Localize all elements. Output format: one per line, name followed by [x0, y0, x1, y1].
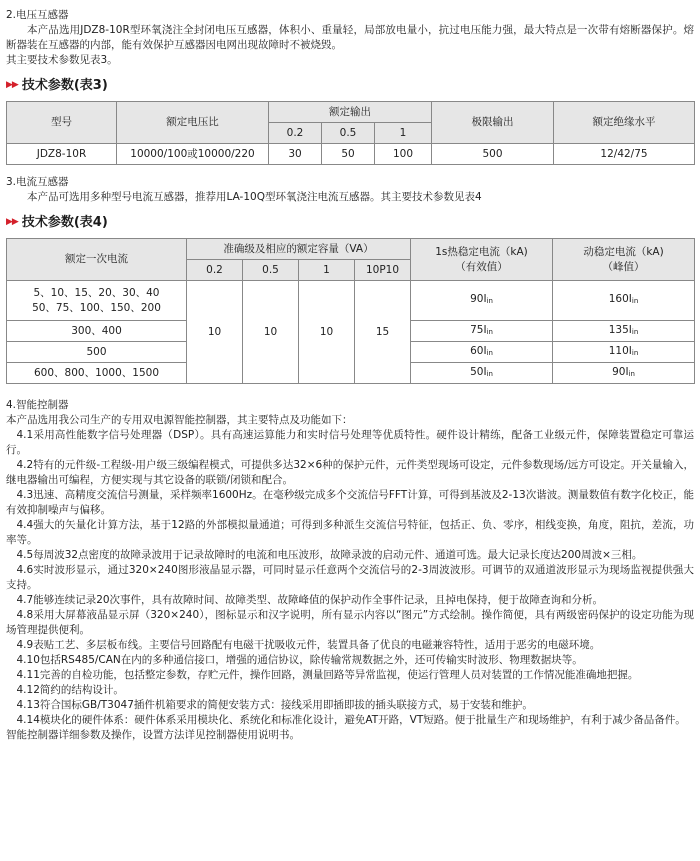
header-output-0-5: 0.5: [322, 123, 375, 144]
double-arrow-icon: ▶▶: [6, 80, 18, 90]
cell-insulation: 12/42/75: [554, 144, 695, 165]
dynamic-value: 90I: [612, 365, 629, 378]
header-output: 额定输出: [269, 102, 432, 123]
feature-item: 4.10包括RS485/CAN在内的多种通信接口，增强的通信协议，除传输常规数据之外，还可传输实时波形、物理数据块等。: [16, 654, 583, 666]
header-accuracy-1: 1: [299, 260, 355, 281]
header-model: 型号: [7, 102, 117, 144]
controller-footer-note: 智能控制器详细参数及操作，设置方法详见控制器使用说明书。: [6, 729, 300, 741]
dynamic-value: 135I: [608, 323, 632, 336]
feature-item: 4.6实时波形显示，通过320×240图形液晶显示器，可同时显示任意两个交流信号的2-3周波波形。可调节的双通道波形显示为现场监视提供强大支持。: [6, 564, 694, 591]
section-title-controller: 4.智能控制器: [6, 399, 69, 411]
thermal-value: 60I: [470, 344, 487, 357]
cell-accuracy-10p10: 15: [355, 281, 411, 384]
header-thermal-sub: （有效值）: [455, 260, 508, 273]
header-ratio: 额定电压比: [117, 102, 269, 144]
cell-primary-current: 500: [7, 342, 187, 363]
cell-thermal: [411, 363, 553, 384]
header-accuracy-0-2: 0.2: [187, 260, 243, 281]
header-dynamic-sub: （峰值）: [602, 260, 645, 273]
header-insulation: 额定绝缘水平: [554, 102, 695, 144]
table4: [6, 238, 695, 384]
feature-item: 4.2特有的元件级-工程级-用户级三级编程模式，可提供多达32×6种的保护元件，元件类型现场可设定，元件参数现场/远方可设定。开关量输入，继电器输出可编程，方便实现与其它设备的联锁/闭锁和配合。: [6, 459, 694, 486]
feature-item: 4.3迅速、高精度交流信号测量，采样频率1600Hz。在毫秒级完成多个交流信号FFT计算，可得到基波及2-13次谐波。测量数值有数字化校正，能有效抑制噪声与偏移。: [6, 489, 694, 516]
cell-accuracy-0-5: 10: [243, 281, 299, 384]
thermal-value: 50I: [470, 365, 487, 378]
subscript-in: in: [631, 327, 639, 336]
voltage-transformer-description: 本产品选用JDZ8-10R型环氧浇注全封闭电压互感器，体积小、重量轻，局部放电量小，抗过电压能力强，最大特点是一次带有熔断器保护。熔断器装在互感器的内部，能有效保护互感器因电网出现故障时不被烧毁。: [6, 24, 694, 51]
primary-current-line-1: 5、10、15、20、30、40: [33, 286, 160, 299]
subscript-in: in: [631, 348, 639, 357]
header-thermal: [411, 239, 553, 281]
dynamic-value: 110I: [608, 344, 632, 357]
cell-output-1: 100: [375, 144, 432, 165]
header-dynamic-label: 动稳定电流（kA): [583, 245, 664, 258]
header-dynamic: [553, 239, 695, 281]
subscript-in: in: [486, 348, 493, 357]
table4-heading: [6, 215, 694, 230]
current-transformer-description: 本产品可选用多种型号电流互感器，推荐用LA-10Q型环氧浇注电流互感器。其主要技术参数见表4: [27, 191, 482, 203]
cell-thermal: [411, 321, 553, 342]
table3: [6, 101, 695, 165]
feature-item: 4.14模块化的硬件体系：硬件体系采用模块化、系统化和标准化设计，避免AT开路，VT短路。便于批量生产和现场维护，有利于减少备品备件。: [16, 714, 686, 726]
table3-heading: [6, 78, 694, 93]
feature-item: 4.8采用大屏幕液晶显示屏（320×240），图标显示和汉字说明，所有显示内容以“图元”方式绘制。操作简便，具有两级密码保护的设定功能为现场管理提供便利。: [6, 609, 694, 636]
cell-thermal: [411, 342, 553, 363]
cell-dynamic: [553, 321, 695, 342]
header-accuracy-10p10: 10P10: [355, 260, 411, 281]
feature-item: 4.1采用高性能数字信号处理器（DSP）。具有高速运算能力和实时信号处理等优质特性。硬件设计精练，配备工业级元件，保障装置稳定可靠运行。: [6, 429, 694, 456]
subscript-in: in: [628, 369, 635, 378]
dynamic-value: 160I: [608, 293, 632, 305]
cell-output-0-2: 30: [269, 144, 322, 165]
subscript-in: in: [631, 297, 639, 305]
header-thermal-label: 1s热稳定电流（kA): [435, 245, 528, 258]
subscript-in: in: [486, 369, 493, 378]
controller-intro: 本产品选用我公司生产的专用双电源智能控制器，其主要特点及功能如下：: [6, 414, 353, 426]
header-accuracy-0-5: 0.5: [243, 260, 299, 281]
feature-item: 4.12简约的结构设计。: [16, 684, 124, 696]
cell-accuracy-1: 10: [299, 281, 355, 384]
cell-dynamic: [553, 363, 695, 384]
cell-ratio: 10000/100或10000/220: [117, 144, 269, 165]
feature-item: 4.5每周波32点密度的故障录波用于记录故障时的电流和电压波形，故障录波的启动元件、通道可选。最大记录长度达200周波×三相。: [16, 549, 643, 561]
thermal-value: 75I: [470, 323, 487, 336]
header-primary-current: 额定一次电流: [7, 239, 187, 281]
table4-heading-text: 技术参数(表4): [21, 215, 108, 230]
thermal-value: 90I: [470, 293, 487, 305]
cell-output-0-5: 50: [322, 144, 375, 165]
cell-thermal: [411, 281, 553, 321]
cell-primary-current: 600、800、1000、1500: [7, 363, 187, 384]
feature-item: 4.7能够连续记录20次事件，具有故障时间、故障类型、故障峰值的保护动作全事件记录，且掉电保持，便于故障查询和分析。: [16, 594, 604, 606]
subscript-in: in: [486, 327, 493, 336]
double-arrow-icon: ▶▶: [6, 217, 18, 227]
subscript-in: in: [486, 297, 493, 305]
header-output-0-2: 0.2: [269, 123, 322, 144]
cell-accuracy-0-2: 10: [187, 281, 243, 384]
cell-limit: 500: [432, 144, 554, 165]
header-accuracy: 准确级及相应的额定容量（VA）: [187, 239, 411, 260]
feature-item: 4.13符合国标GB/T3047插件机箱要求的简便安装方式：接线采用即插即拔的插头联接方式，易于安装和维护。: [16, 699, 533, 711]
primary-current-line-2: 50、75、100、150、200: [32, 301, 161, 314]
cell-model: JDZ8-10R: [7, 144, 117, 165]
cell-primary-current: 300、400: [7, 321, 187, 342]
feature-item: 4.9表贴工艺、多层板布线。主要信号回路配有电磁干扰吸收元件，装置具备了优良的电磁兼容特性，适用于恶劣的电磁环境。: [16, 639, 601, 651]
table3-heading-text: 技术参数(表3): [21, 78, 108, 93]
cell-dynamic: [553, 342, 695, 363]
feature-item: 4.11完善的自检功能，包括整定参数，存贮元件，操作回路，测量回路等异常监视，使运行管理人员对装置的工作情况能准确地把握。: [16, 669, 639, 681]
cell-dynamic: [553, 281, 695, 321]
header-output-1: 1: [375, 123, 432, 144]
controller-section: [6, 398, 694, 743]
header-limit: 极限输出: [432, 102, 554, 144]
cell-primary-current: [7, 281, 187, 321]
section-title-voltage-transformer: 2.电压互感器: [6, 9, 69, 21]
section-title-current-transformer: 3.电流互感器: [6, 176, 69, 188]
feature-item: 4.4强大的矢量化计算方法，基于12路的外部模拟量通道；可得到多种派生交流信号特征，包括正、负、零序，相线变换，角度，阻抗，差流，功率等。: [6, 519, 694, 546]
table3-reference: 其主要技术参数见表3。: [6, 54, 118, 66]
